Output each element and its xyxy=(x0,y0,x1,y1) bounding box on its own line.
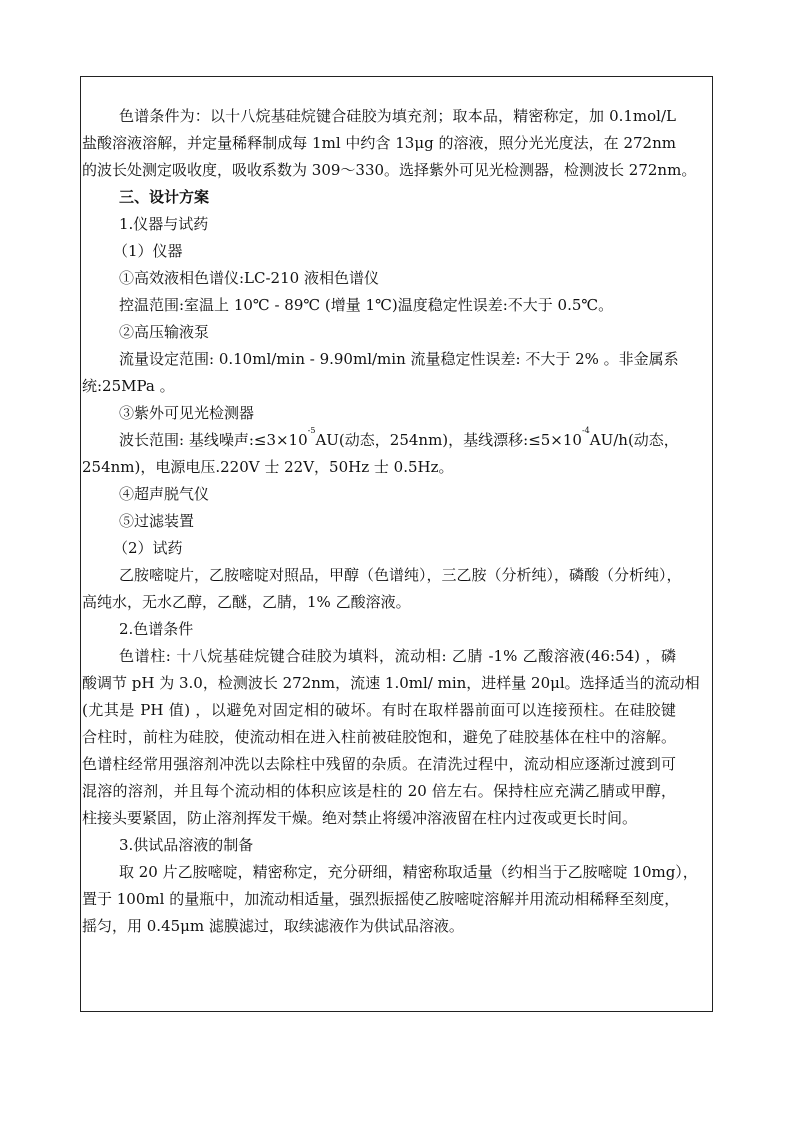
content-table-cell xyxy=(80,76,713,1012)
paragraph-line xyxy=(82,886,680,913)
paragraph-line xyxy=(119,426,679,454)
text-line: 柱接头要紧固，防止溶剂挥发干燥。绝对禁止将缓冲溶液留在柱内过夜或更长时间。 xyxy=(82,809,638,827)
paragraph-line xyxy=(82,805,676,832)
text-line: 盐酸溶液溶解，并定量稀释制成每 1ml 中约含 13μg 的溶液，照分光光度法，在 272nm xyxy=(82,134,676,152)
subsection-heading xyxy=(119,832,676,859)
heading-text: （2）试药 xyxy=(113,539,183,557)
list-item xyxy=(119,319,676,346)
heading-text: 三、设计方案 xyxy=(119,188,210,206)
paragraph-line xyxy=(82,157,697,184)
list-item xyxy=(119,481,676,508)
text-line: 波长范围: 基线噪声:≤3×10 xyxy=(119,431,308,449)
heading-text: （1）仪器 xyxy=(113,242,183,260)
text-line: 的波长处测定吸收度，吸收系数为 309～330。选择紫外可见光检测器，检测波长 272nm。 xyxy=(82,161,697,179)
text-line: 摇匀，用 0.45μm 滤膜滤过，取续滤液作为供试品溶液。 xyxy=(82,917,464,935)
text-line: 混溶的溶剂，并且每个流动相的体积应该是柱的 20 倍左右。保持柱应充满乙腈或甲醇， xyxy=(82,782,676,800)
text-line: 色谱柱: 十八烷基硅烷键合硅胶为填料，流动相: 乙腈 -1% 乙酸溶液(46:54) ，磷 xyxy=(119,647,676,665)
text-line: 流量设定范围: 0.10ml/min - 9.90ml/min 流量稳定性误差: 不大于 2% 。非金属系 xyxy=(119,350,679,368)
text-line: ⑤过滤装置 xyxy=(119,512,195,530)
text-line: 控温范围:室温上 10℃ - 89℃ (增量 1℃)温度稳定性误差:不大于 0.5℃。 xyxy=(119,296,614,314)
text-line: ②高压输液泵 xyxy=(119,323,210,341)
text-line: AU(动态，254nm)，基线漂移:≤5×10 xyxy=(315,431,582,449)
text-line: 统:25MPa 。 xyxy=(82,377,175,395)
text-line: ①高效液相色谱仪:LC-210 液相色谱仪 xyxy=(119,269,379,287)
paragraph-line xyxy=(82,724,676,751)
paragraph-line xyxy=(119,292,676,319)
paragraph-line xyxy=(119,562,682,589)
text-line: 合柱时，前柱为硅胶，使流动相在进入柱前被硅胶饱和，避免了硅胶基体在柱中的溶解。 xyxy=(82,728,676,746)
text-line: 乙胺嘧啶片，乙胺嘧啶对照品，甲醇（色谱纯），三乙胺（分析纯），磷酸（分析纯）， xyxy=(119,566,682,584)
text-line: 色谱柱经常用强溶剂冲洗以去除柱中残留的杂质。在清洗过程中，流动相应逐渐过渡到可 xyxy=(82,755,676,773)
subsection-heading xyxy=(119,211,676,238)
paragraph-line xyxy=(119,643,676,670)
paragraph-line xyxy=(82,454,676,481)
paragraph-line xyxy=(82,751,676,778)
text-line: 色谱条件为：以十八烷基硅烷键合硅胶为填充剂；取本品，精密称定，加 0.1mol/L xyxy=(119,107,676,125)
paragraph-line xyxy=(119,103,676,130)
paragraph-line xyxy=(82,373,676,400)
text-line: AU/h(动态， xyxy=(589,431,679,449)
section-heading xyxy=(119,184,676,211)
list-item xyxy=(119,265,676,292)
paragraph-line xyxy=(82,913,676,940)
list-item xyxy=(119,508,676,535)
text-line: ③紫外可见光检测器 xyxy=(119,404,255,422)
list-item xyxy=(119,400,676,427)
paragraph-line xyxy=(82,697,676,724)
paragraph-line xyxy=(82,130,676,157)
paragraph-line xyxy=(82,778,676,805)
superscript: -5 xyxy=(307,426,316,435)
paragraph-line xyxy=(82,670,700,697)
subsection-heading xyxy=(119,616,676,643)
heading-text: 3.供试品溶液的制备 xyxy=(119,836,254,854)
text-line: ④超声脱气仪 xyxy=(119,485,210,503)
document-body xyxy=(82,103,700,940)
text-line: 置于 100ml 的量瓶中，加流动相适量，强烈振摇使乙胺嘧啶溶解并用流动相稀释至刻度， xyxy=(82,890,680,908)
text-line: 高纯水，无水乙醇，乙醚，乙腈，1% 乙酸溶液。 xyxy=(82,593,411,611)
text-line: 酸调节 pH 为 3.0，检测波长 272nm，流速 1.0ml/ min，进样量 20μl。选择适当的流动相 xyxy=(82,674,700,692)
heading-text: 1.仪器与试药 xyxy=(119,215,209,233)
superscript: -4 xyxy=(581,426,590,435)
heading-text: 2.色谱条件 xyxy=(119,620,194,638)
subsection-heading xyxy=(113,535,676,562)
text-line: 254nm)，电源电压.220V 士 22V，50Hz 士 0.5Hz。 xyxy=(82,458,454,476)
paragraph-line xyxy=(82,589,676,616)
paragraph-line xyxy=(119,859,698,886)
text-line: 取 20 片乙胺嘧啶，精密称定，充分研细，精密称取适量（约相当于乙胺嘧啶 10mg）， xyxy=(119,863,698,881)
paragraph-line xyxy=(119,346,679,373)
subsection-heading xyxy=(113,238,676,265)
text-line: (尤其是 PH 值) ，以避免对固定相的破坏。有时在取样器前面可以连接预柱。在硅胶键 xyxy=(82,701,676,719)
